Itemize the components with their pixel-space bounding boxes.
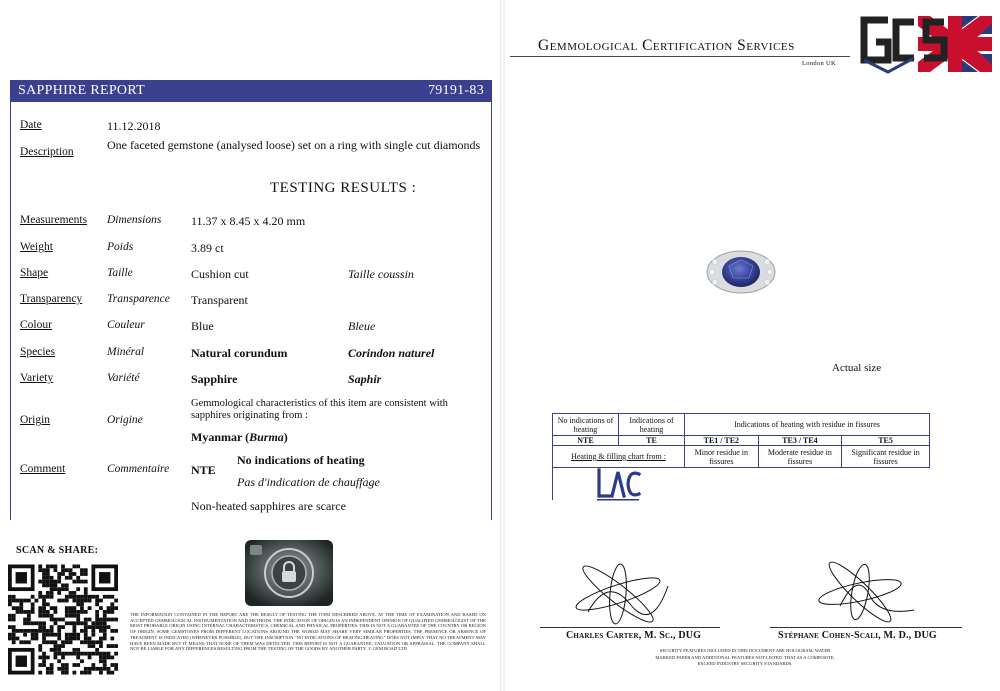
colour-label: Colour (20, 319, 52, 331)
shape-value-fr: Taille coussin (348, 267, 414, 281)
legal-disclaimer: THE INFORMATION CONTAINED IN THE REPORT ARE THE RESULT OF TESTING THE ITEM DESCRIBED ABOVE, AT THE TIME OF EXAMINATION AND BASED ON ACCEPTED GEMMOLOGICAL INSTRUMENTATION AND METHODS. THE INDICATION OF ORIGIN IS AN INDEPENDENT OPINION OF QUALIFIED GEMMOLOGIST OF THE MOST PROBABLE ORIGIN USING INTERNAL CHARACTERISTICS, CHEMICAL AND PHYSICAL PROPERTIES. THIS IS NOT A GUARANTEE OF THE COUNTRY OR REGION OF ORIGIN. SOME GEMSTONES FROM DIFFERENT LOCATIONS AROUND THE WORLD MAY SHARE VERY SIMILAR PROPERTIES. THE PRESENCE OR ABSENCE OF TREATMENT IS INDICATED (WHENEVER POSSIBLE), BUT THE INSCRIPTION "NO INDICATIONS OF HEATING/HEATING" DOES NOT IMPLY THAT NO TREATMENT MAY HAVE BEEN MADE BUT IT MEANS THAT NONE OF THEM WAS DETECTED. THIS REPORT IS NOT A GUARANTEE, VALUATION OR APPRAISAL. THE COMPANY SHALL NOT BE LIABLE FOR ANY DIFFERENCES RESULTING FROM THE TESTING OF THE GOODS BY ANOTHER PARTY. © GEM ROAD LTD (130, 612, 486, 652)
sapphire-ring-photo (705, 248, 777, 296)
heat-description: Significant residue in fissures (842, 446, 930, 468)
heat-code: TE3 / TE4 (758, 436, 841, 446)
signature-right-name: Stéphane Cohen-Scali, M. D., DUG (778, 630, 937, 641)
report-number: 79191-83 (427, 83, 484, 98)
measurements-label-fr: Dimensions (107, 214, 162, 226)
species-label: Species (20, 346, 56, 358)
weight-label-fr: Poids (107, 241, 134, 253)
shape-label: Shape (20, 267, 49, 279)
comment-note: Non-heated sapphires are scarce (191, 499, 346, 513)
signature-right-image (810, 556, 920, 626)
heat-header-heating: Indications of heating (619, 414, 685, 436)
variety-label: Variety (20, 372, 54, 384)
report-title: SAPPHIRE REPORT (18, 83, 145, 98)
shape-value: Cushion cut (191, 267, 249, 281)
species-value-fr: Corindon naturel (348, 346, 435, 360)
heat-code: TE5 (842, 436, 930, 446)
signature-left-image (568, 556, 678, 626)
company-name-underline (510, 56, 850, 57)
transparency-label: Transparency (20, 293, 83, 305)
comment-label-fr: Commentaire (107, 463, 170, 475)
company-location: London UK (802, 60, 836, 67)
testing-results-title: TESTING RESULTS : (270, 180, 417, 196)
heat-description: Moderate residue in fissures (758, 446, 841, 468)
report-header-bar (10, 80, 492, 102)
scan-share-title: SCAN & SHARE: (16, 545, 99, 556)
weight-value: 3.89 ct (191, 241, 224, 255)
transparency-label-fr: Transparence (107, 293, 170, 305)
origin-label-fr: Origine (107, 414, 143, 426)
heating-indications-table (552, 413, 930, 468)
heat-code: TE (619, 436, 685, 446)
security-features-note: SECURITY FEATURES INCLUDED IN THIS DOCUMENT ARE HOLOGRAM, WATER MARKED PAPER AND ADDITIONAL FEATURES NOT LISTED, THAT AS A COMPOSITE, EXCEED INDUSTRY SECURITY STANDARDS. (655, 648, 835, 667)
signature-left-name: Charles Carter, M. Sc., DUG (566, 630, 702, 641)
lfc-lab-logo-icon (595, 468, 641, 502)
colour-value-fr: Bleue (348, 319, 376, 333)
measurements-value: 11.37 x 8.45 x 4.20 mm (191, 214, 306, 228)
signature-left-line (540, 627, 720, 628)
signature-right-line (770, 627, 962, 628)
heat-header-no-heating: No indications of heating (553, 414, 619, 436)
transparency-value: Transparent (191, 293, 248, 307)
colour-value: Blue (191, 319, 214, 333)
variety-label-fr: Variété (107, 372, 140, 384)
species-value: Natural corundum (191, 346, 288, 360)
heat-header-residue: Indications of heating with residue in fissures (685, 414, 930, 436)
gcs-logo-icon (858, 14, 993, 74)
colour-label-fr: Couleur (107, 319, 145, 331)
variety-value: Sapphire (191, 372, 238, 386)
actual-size-caption: Actual size (832, 362, 882, 374)
origin-label: Origin (20, 414, 51, 426)
origin-value: Myanmar (Burma) (191, 430, 288, 444)
company-name: Gemmological Certification Services (538, 37, 795, 54)
description-value: One faceted gemstone (analysed loose) set on a ring with single cut diamonds (107, 138, 481, 152)
heat-table-rule (552, 420, 553, 500)
weight-label: Weight (20, 241, 53, 253)
shape-label-fr: Taille (107, 267, 133, 279)
description-label: Description (20, 146, 74, 158)
comment-value-fr: Pas d'indication de chauffage (237, 475, 380, 489)
variety-value-fr: Saphir (348, 372, 382, 386)
comment-value: No indications of heating (237, 453, 365, 467)
date-label: Date (20, 119, 42, 131)
measurements-label: Measurements (20, 214, 88, 226)
qr-code[interactable] (8, 563, 118, 676)
heat-description: Minor residue in fissures (685, 446, 759, 468)
heat-chart-label: Heating & filling chart from : (553, 446, 685, 468)
origin-text: Gemmological characteristics of this item are consistent with sapphires originating from : (191, 398, 448, 421)
comment-code: NTE (191, 463, 216, 477)
doclock-hologram-icon (245, 540, 333, 606)
heat-code: TE1 / TE2 (685, 436, 759, 446)
comment-label: Comment (20, 463, 66, 475)
heat-code: NTE (553, 436, 619, 446)
species-label-fr: Minéral (107, 346, 145, 358)
date-value: 11.12.2018 (107, 119, 161, 133)
